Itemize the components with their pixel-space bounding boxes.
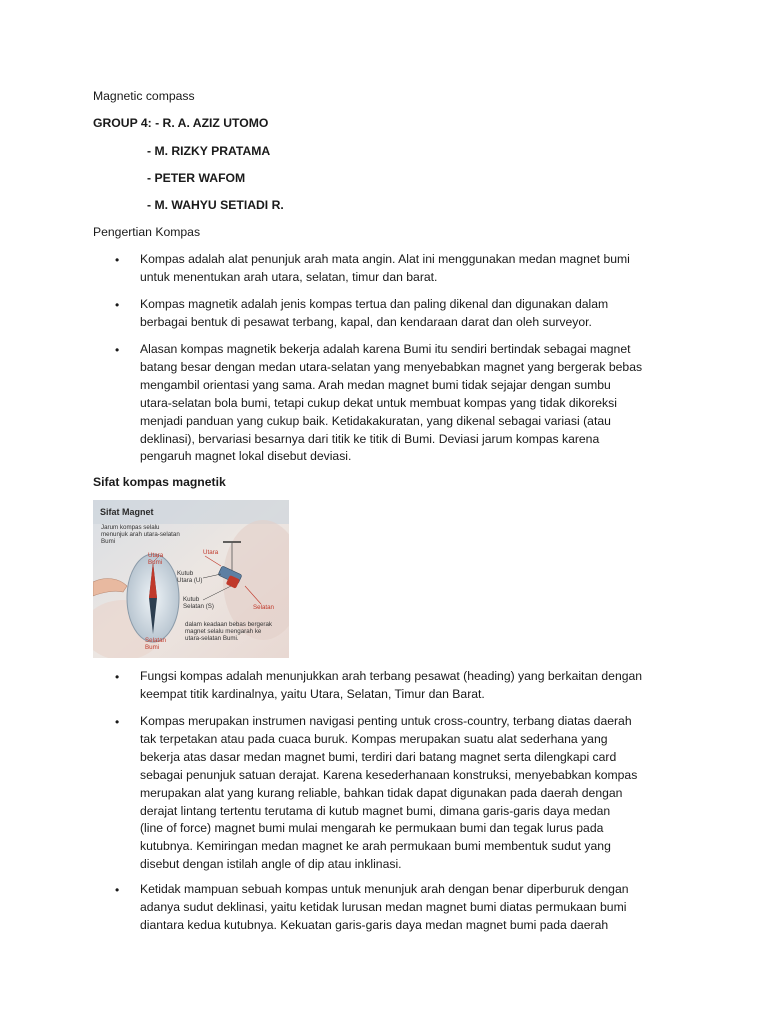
group-label-text: GROUP 4:: [93, 116, 152, 130]
figure-caption-line: Jarum kompas selalu: [101, 524, 160, 531]
bullet-marker: •: [115, 343, 120, 357]
paragraph-line: untuk menentukan arah utara, selatan, timur dan barat.: [140, 269, 438, 284]
figure-caption-line: utara-selatan Bumi.: [185, 635, 239, 642]
bullet-paragraph: [140, 881, 685, 935]
label-kutub-selatan: [183, 596, 214, 610]
paragraph-line: Fungsi kompas adalah menunjukkan arah terbang pesawat (heading) yang berkaitan dengan: [140, 669, 643, 683]
section-heading-pengertian: Pengertian Kompas: [93, 225, 201, 239]
paragraph-line: berbagai bentuk di pesawat terbang, kapal, dan kendaraan darat dan oleh surveyor.: [140, 314, 592, 329]
paragraph-line: kutubnya. Kemiringan medan magnet ke arah permukaan bumi membentuk sudut yang: [140, 839, 611, 854]
paragraph-line: batang besar dengan medan utara-selatan yang menyebabkan magnet yang bergerak bebas: [140, 359, 643, 374]
paragraph-line: mengambil orientasi yang sama. Arah medan magnet bumi tidak sejajar dengan sumbu: [140, 377, 611, 392]
figure-caption-line: menunjuk arah utara-selatan: [101, 531, 180, 538]
figure-title: Sifat Magnet: [100, 507, 154, 517]
section-heading-sifat: Sifat kompas magnetik: [93, 475, 226, 489]
figure-label-line: Selatan (S): [183, 603, 214, 610]
paragraph-line: sebagai penunjuk satuan derajat. Karena kesederhanaan konstruksi, menyebabkan kompas: [140, 767, 638, 782]
paragraph-line: Ketidak mampuan sebuah kompas untuk menunjuk arah dengan benar diperburuk dengan: [140, 882, 629, 896]
magnet-figure: [93, 500, 289, 658]
bullet-paragraph: [140, 668, 685, 704]
label-kutub-utara: [177, 570, 202, 584]
figure-label-line: Utara (U): [177, 577, 203, 584]
bullet-marker: •: [115, 298, 120, 312]
figure-label-line: Kutub: [177, 570, 194, 577]
paragraph-line: pengaruh magnet lokal disebut deviasi.: [140, 449, 352, 464]
paragraph-line: (line of force) magnet bumi mulai mengarah ke permukaan bumi dan tegak lurus pada: [140, 821, 604, 836]
paragraph-line: menjadi panduan yang cukup baik. Ketidakakuratan, yang dikenal sebagai variasi (atau: [140, 413, 611, 428]
figure-label-line: Utara: [148, 552, 164, 559]
bullet-paragraph: [140, 713, 685, 874]
bullet-paragraph: [140, 251, 685, 287]
paragraph-line: Alasan kompas magnetik bekerja adalah karena Bumi itu sendiri bertindak sebagai magnet: [140, 342, 631, 356]
paragraph-line: utara-selatan bola bumi, tetapi cukup dekat untuk membuat kompas yang tidak dikoreksi: [140, 395, 617, 410]
group-member-3: - PETER WAFOM: [147, 171, 246, 185]
bullet-paragraph: [140, 296, 685, 332]
bullet-marker: •: [115, 253, 120, 267]
group-label: [93, 114, 268, 132]
paragraph-line: Kompas magnetik adalah jenis kompas tertua dan paling dikenal dan digunakan dalam: [140, 297, 609, 311]
group-member-1: - R. A. AZIZ UTOMO: [155, 116, 269, 130]
document-title: Magnetic compass: [93, 89, 195, 103]
figure-label-line: Kutub: [183, 596, 200, 603]
paragraph-line: keempat titik kardinalnya, yaitu Utara, Selatan, Timur dan Barat.: [140, 686, 485, 701]
figure-caption-line: magnet selalu mengarah ke: [185, 628, 262, 635]
bullet-marker: •: [115, 883, 120, 897]
bullet-paragraph: [140, 341, 685, 466]
paragraph-line: derajat lintang tertentu terutama di kutub magnet bumi, dimana garis-garis daya medan: [140, 803, 611, 818]
paragraph-line: bekerja atas dasar medan magnet bumi, terdiri dari batang magnet serta dilengkapi card: [140, 749, 617, 764]
label-utara: Utara: [203, 549, 219, 556]
paragraph-line: diantara kedua kutubnya. Kekuatan garis-garis daya medan magnet bumi pada daerah: [140, 917, 609, 932]
paragraph-line: Kompas merupakan instrumen navigasi penting untuk cross-country, terbang diatas daerah: [140, 714, 632, 728]
figure-label-line: Bumi: [148, 559, 163, 566]
group-member-4: - M. WAHYU SETIADI R.: [147, 198, 284, 212]
figure-caption-line: dalam keadaan bebas bergerak: [185, 621, 273, 628]
label-utara-bumi: [148, 552, 163, 566]
paragraph-line: deklinasi), bervariasi besarnya dari titik ke titik di Bumi. Deviasi jarum kompas karena: [140, 431, 600, 446]
figure-caption-bottom: [185, 621, 272, 642]
paragraph-line: merupakan alat yang kurang reliable, bahkan tidak dapat digunakan pada daerah dengan: [140, 785, 623, 800]
group-member-2: - M. RIZKY PRATAMA: [147, 144, 271, 158]
label-selatan-bumi: [145, 637, 166, 651]
figure-caption-top: [101, 524, 180, 545]
paragraph-line: adanya sudut deklinasi, yaitu ketidak lurusan medan magnet bumi diatas permukaan bumi: [140, 899, 627, 914]
label-selatan: Selatan: [253, 604, 274, 611]
figure-label-line: Bumi: [145, 644, 160, 651]
paragraph-line: Kompas adalah alat penunjuk arah mata angin. Alat ini menggunakan medan magnet bumi: [140, 252, 630, 266]
paragraph-line: tak terpetakan atau pada cuaca buruk. Kompas merupakan suatu alat sederhana yang: [140, 731, 608, 746]
figure-caption-line: Bumi: [101, 538, 116, 545]
figure-label-line: Selatan: [145, 637, 166, 644]
paragraph-line: disebut dengan istilah angle of dip atau inklinasi.: [140, 857, 402, 872]
bullet-marker: •: [115, 670, 120, 684]
bullet-marker: •: [115, 715, 120, 729]
